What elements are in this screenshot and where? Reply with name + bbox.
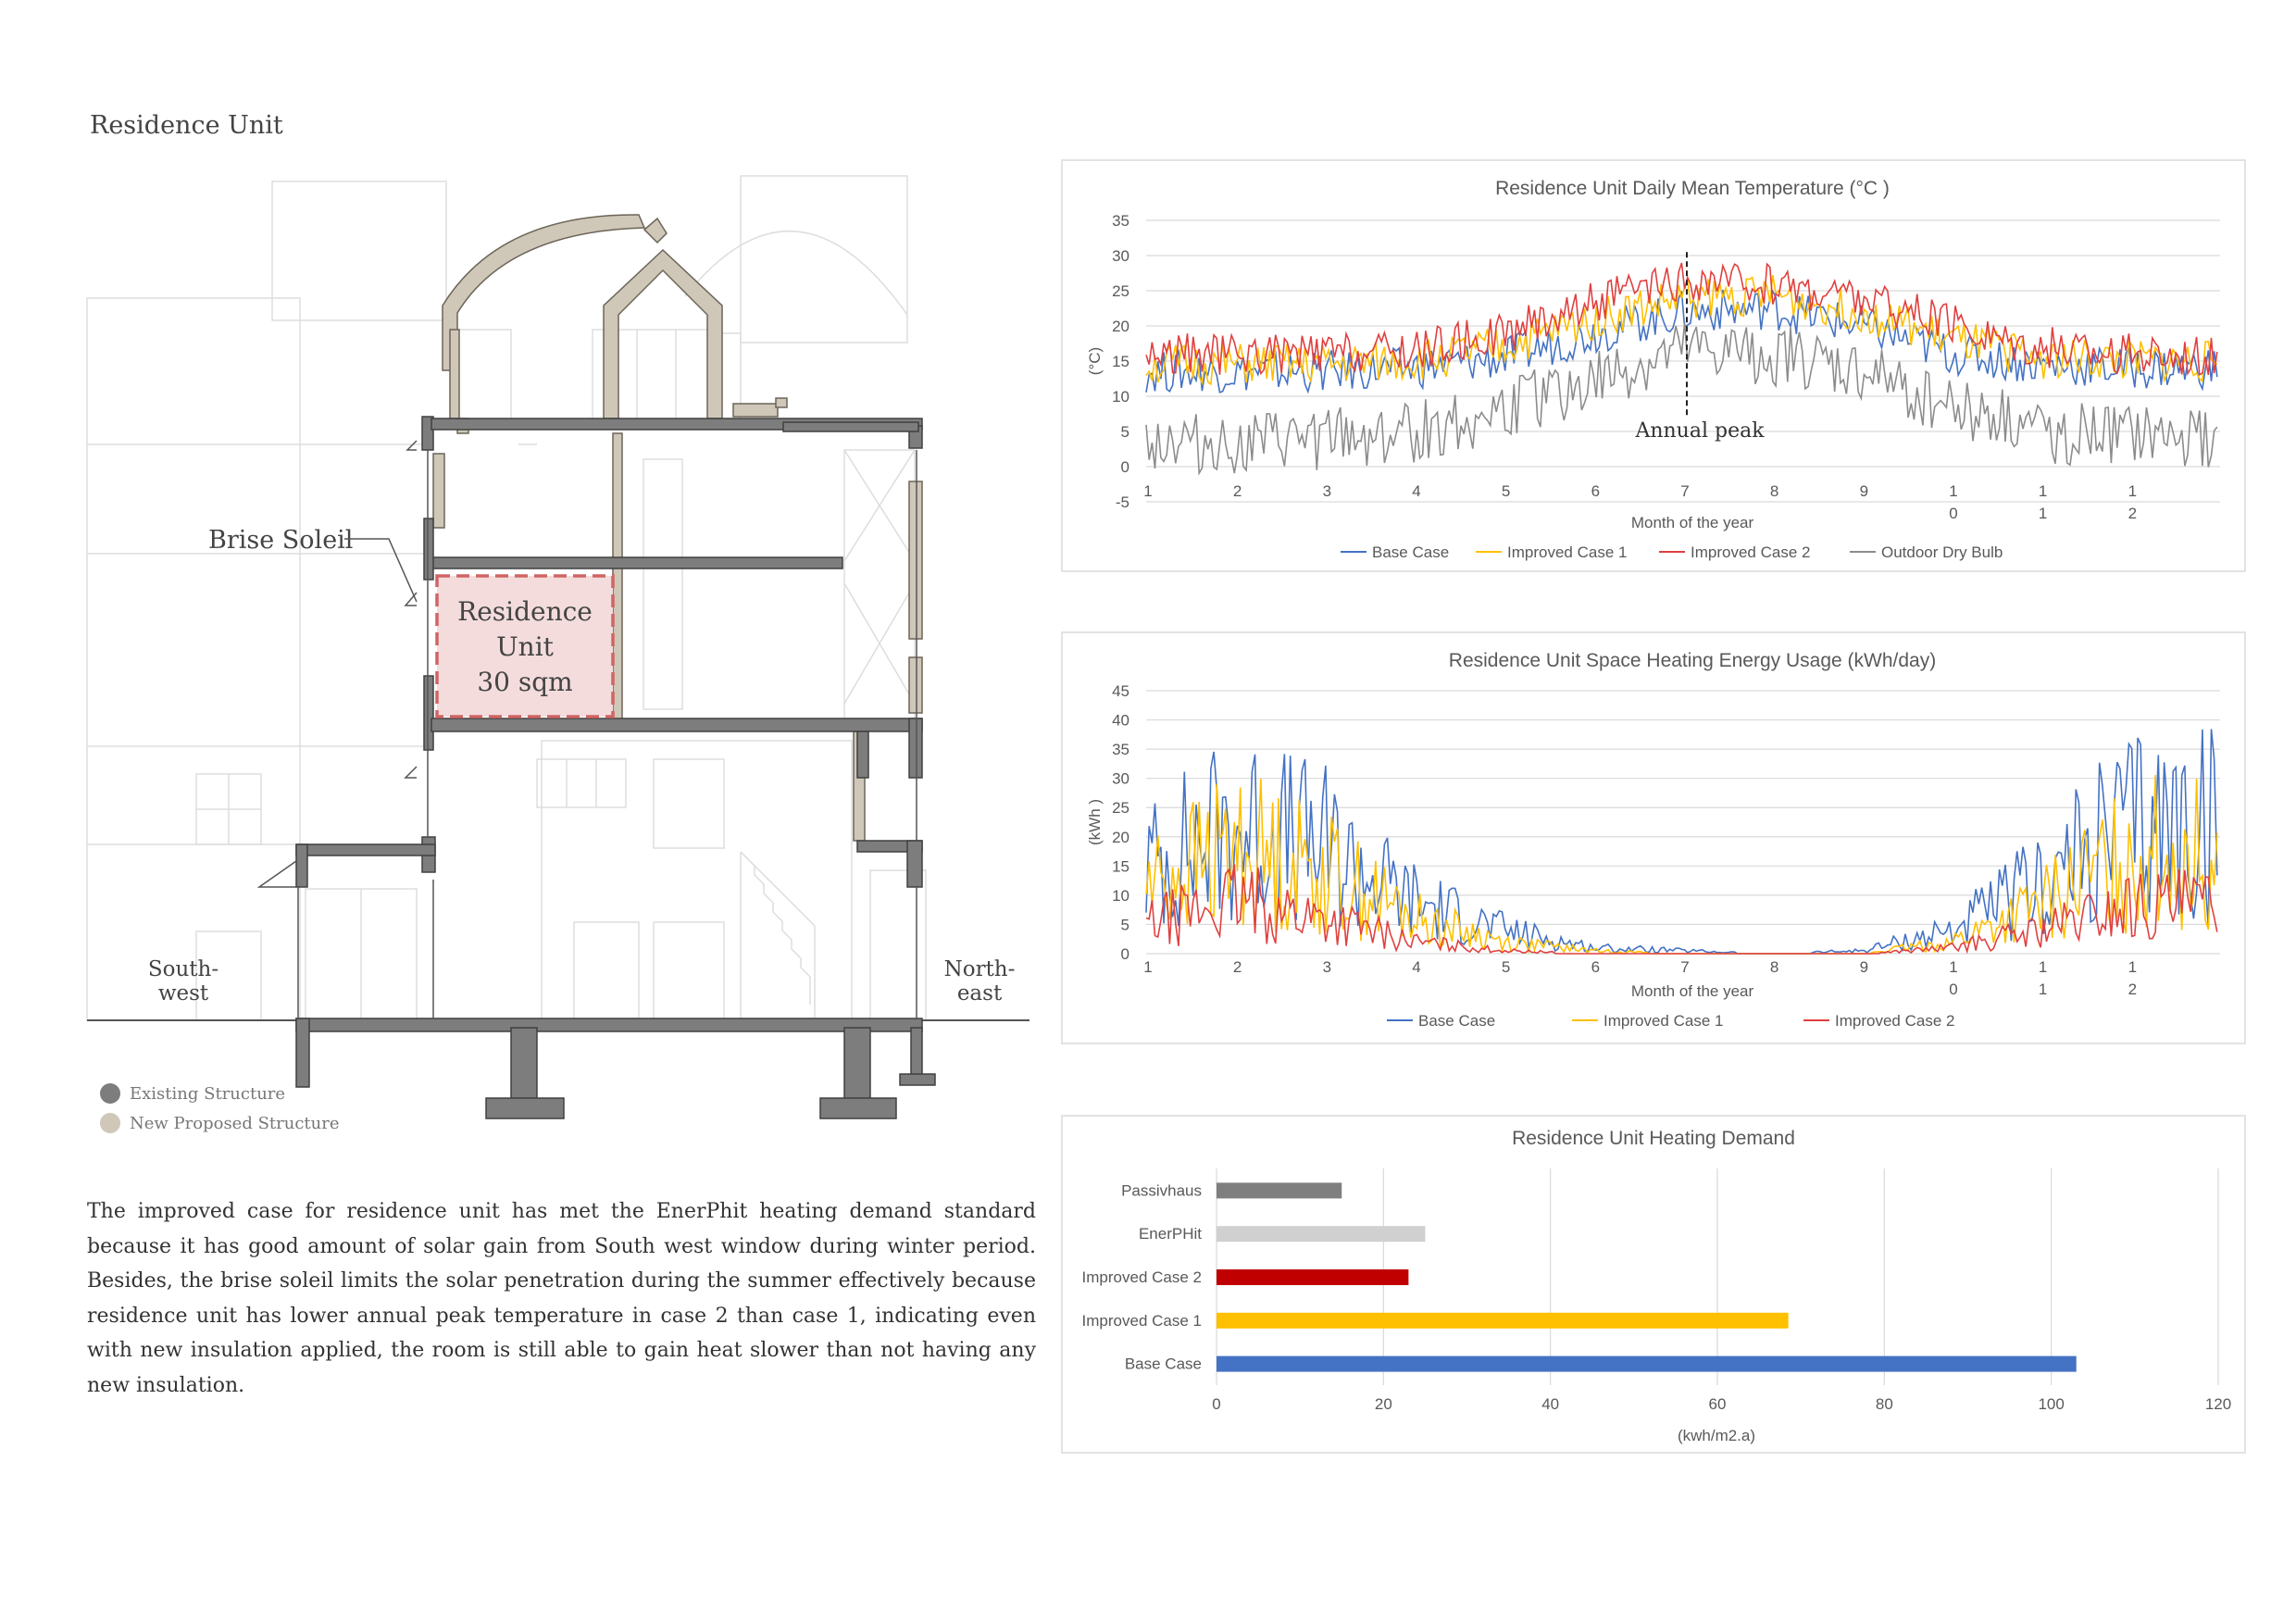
y-tick-label: 10 <box>1112 886 1129 905</box>
building-section-drawing <box>0 0 1055 1148</box>
temperature-chart <box>1061 159 2246 572</box>
heating-demand-chart <box>1061 1115 2246 1454</box>
y-tick-label: 0 <box>1120 945 1129 963</box>
bar-enerphit <box>1217 1226 1425 1242</box>
x-tick-label: 3 <box>1322 482 1332 500</box>
x-tick-label: 2 <box>1232 958 1242 976</box>
y-tick-label: 25 <box>1112 799 1129 818</box>
x-axis-label: Month of the year <box>1630 514 1754 531</box>
x-tick-label: 5 <box>1501 482 1511 500</box>
unit-label-line1: Residence <box>457 596 593 627</box>
x-tick-label: 40 <box>1541 1395 1560 1413</box>
series-line-base-case <box>1146 290 2217 393</box>
x-tick-label: 7 <box>1680 482 1690 500</box>
y-tick-label: Passivhaus <box>1121 1181 1202 1200</box>
northeast-label-1: North- <box>943 957 1016 981</box>
bar-improved-case-2 <box>1217 1269 1408 1285</box>
legend-existing <box>100 1083 285 1104</box>
x-tick-label: 60 <box>1708 1395 1727 1413</box>
x-tick-label: 2 <box>2128 505 2138 522</box>
brise-soleil-label: Brise Soleil <box>208 526 354 555</box>
y-tick-label: 20 <box>1112 828 1129 846</box>
x-tick-label: 6 <box>1591 482 1601 500</box>
northeast-label-2: east <box>956 981 1003 1006</box>
new-swatch <box>100 1113 120 1133</box>
bar-improved-case-1 <box>1217 1313 1789 1329</box>
y-tick-label: 45 <box>1112 682 1129 700</box>
x-tick-label: 1 <box>2038 482 2048 500</box>
y-tick-label: 40 <box>1112 711 1129 730</box>
x-tick-label: 9 <box>1859 958 1869 976</box>
x-tick-label: 2 <box>1232 482 1242 500</box>
series-line-outdoor-dry-bulb <box>1146 323 2217 474</box>
legend-new-label: New Proposed Structure <box>130 1113 340 1133</box>
heating-energy-chart-svg <box>1063 633 2244 1043</box>
x-tick-label: 20 <box>1374 1395 1392 1413</box>
x-tick-label: 1 <box>2128 958 2138 976</box>
heating-energy-chart <box>1061 631 2246 1044</box>
legend-label: Base Case <box>1372 543 1450 561</box>
y-tick-label: 20 <box>1112 318 1129 335</box>
page-title: Residence Unit <box>90 111 283 140</box>
y-tick-label: 5 <box>1120 423 1129 441</box>
y-tick-label: 15 <box>1112 857 1129 876</box>
y-tick-label: Base Case <box>1124 1355 1202 1373</box>
x-tick-label: 100 <box>2038 1395 2065 1413</box>
x-tick-label: 5 <box>1501 958 1511 976</box>
description-paragraph: The improved case for residence unit has met the EnerPhit heating demand standard because it has good amount of solar gain from South west window during winter period. Besides, the brise soleil limits the solar penetration during the summer effectively because residence unit has lower annual peak temperature in case 2 than case 1, indicating even with new insulation applied, the room is still able to gain heat slower than not having any new insulation. <box>87 1200 1036 1397</box>
bar-base-case <box>1217 1356 2077 1372</box>
legend-label: Outdoor Dry Bulb <box>1881 543 2003 561</box>
y-tick-label: 25 <box>1112 282 1129 300</box>
x-axis-label: Month of the year <box>1630 982 1754 1000</box>
x-tick-label: 1 <box>1143 958 1153 976</box>
x-tick-label: 1 <box>2038 981 2048 998</box>
legend-label: Improved Case 2 <box>1691 543 1811 561</box>
y-tick-label: 30 <box>1112 247 1129 265</box>
x-tick-label: 8 <box>1769 958 1779 976</box>
y-tick-label: EnerPHit <box>1138 1225 1202 1243</box>
annotation-label: Annual peak <box>1635 419 1765 443</box>
y-axis-label: (°C) <box>1086 346 1104 376</box>
legend-label: Improved Case 1 <box>1603 1012 1724 1030</box>
heating-demand-chart-svg <box>1063 1117 2244 1452</box>
southwest-label-2: west <box>157 981 209 1006</box>
existing-swatch <box>100 1083 120 1104</box>
legend-existing-label: Existing Structure <box>130 1083 286 1104</box>
brise-leader-line <box>344 539 417 602</box>
y-tick-label: Improved Case 1 <box>1081 1311 1202 1330</box>
chart-title: Residence Unit Heating Demand <box>1512 1128 1795 1149</box>
bar-passivhaus <box>1217 1182 1341 1198</box>
x-tick-label: 1 <box>1949 482 1958 500</box>
x-tick-label: 120 <box>2204 1395 2232 1413</box>
southwest-label-1: South- <box>147 957 219 981</box>
x-tick-label: 9 <box>1859 482 1869 500</box>
x-tick-label: 7 <box>1680 958 1690 976</box>
series-line-improved-case-2 <box>1146 865 2217 955</box>
x-tick-label: 2 <box>2128 981 2138 998</box>
y-tick-label: 30 <box>1112 769 1129 788</box>
x-tick-label: 0 <box>1949 981 1958 998</box>
y-tick-label: 15 <box>1112 353 1129 370</box>
y-tick-label: 10 <box>1112 388 1129 406</box>
chart-title: Residence Unit Daily Mean Temperature (°C ) <box>1495 178 1890 199</box>
y-tick-label: 35 <box>1112 212 1129 230</box>
legend-label: Base Case <box>1418 1012 1496 1030</box>
y-tick-label: 35 <box>1112 741 1129 759</box>
x-axis-label: (kwh/m2.a) <box>1677 1427 1756 1444</box>
x-tick-label: 6 <box>1591 958 1601 976</box>
x-tick-label: 0 <box>1212 1395 1221 1413</box>
y-axis-label: (kWh ) <box>1086 798 1104 846</box>
new-structure <box>433 215 922 841</box>
x-tick-label: 3 <box>1322 958 1332 976</box>
chart-title: Residence Unit Space Heating Energy Usage (kWh/day) <box>1448 650 1937 671</box>
x-tick-label: 4 <box>1412 958 1421 976</box>
legend-new <box>100 1113 340 1133</box>
x-tick-label: 1 <box>2038 505 2048 522</box>
x-tick-label: 8 <box>1769 482 1779 500</box>
y-tick-label: Improved Case 2 <box>1081 1268 1202 1286</box>
x-tick-label: 1 <box>1143 482 1153 500</box>
unit-label-line2: Unit <box>496 631 554 662</box>
y-tick-label: 0 <box>1120 458 1129 476</box>
legend-label: Improved Case 2 <box>1835 1012 1955 1030</box>
series-line-base-case <box>1146 730 2217 955</box>
x-tick-label: 1 <box>2128 482 2138 500</box>
x-tick-label: 0 <box>1949 505 1958 522</box>
unit-area-label: 30 sqm <box>477 667 573 697</box>
temperature-chart-svg <box>1063 161 2244 570</box>
y-tick-label: 5 <box>1120 916 1129 934</box>
x-tick-label: 1 <box>2038 958 2048 976</box>
y-tick-label: -5 <box>1115 493 1129 511</box>
x-tick-label: 4 <box>1412 482 1421 500</box>
x-tick-label: 1 <box>1949 958 1958 976</box>
x-tick-label: 80 <box>1875 1395 1893 1413</box>
legend-label: Improved Case 1 <box>1507 543 1628 561</box>
